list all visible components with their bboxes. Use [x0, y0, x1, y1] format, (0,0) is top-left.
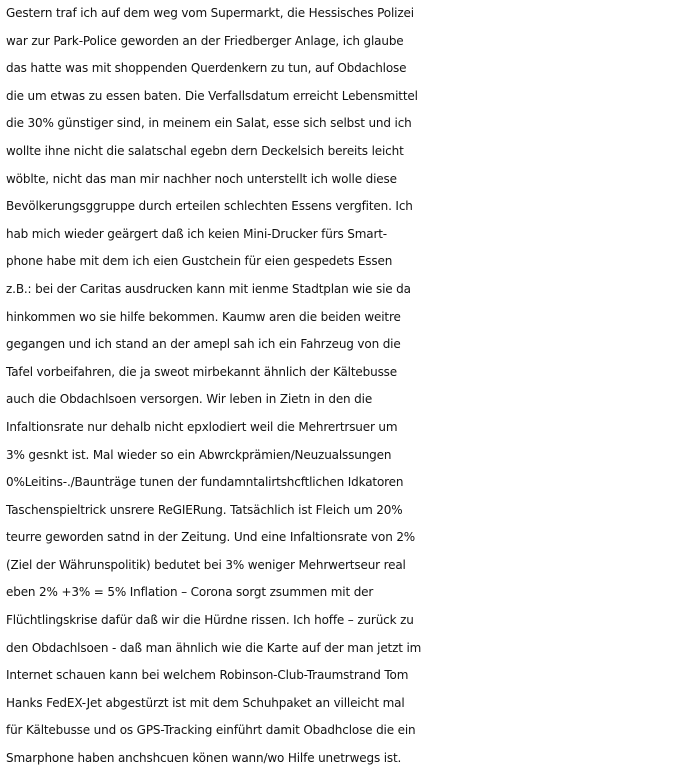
- text-line-12: hinkommen wo sie hilfe bekommen. Kaumw aren die beiden weitre: [6, 309, 401, 324]
- text-line-5: die 30% günstiger sind, in meinem ein Salat, esse sich selbst und ich: [6, 116, 412, 131]
- text-line-8: Bevölkerungsggruppe durch erteilen schlechten Essens vergfiten. Ich: [6, 199, 413, 214]
- text-block: [6, 0, 696, 773]
- text-line-20: teurre geworden satnd in der Zeitung. Und eine Infaltionsrate von 2%: [6, 530, 416, 545]
- text-line-19: Taschenspieltrick unsrere ReGIERung. Tatsächlich ist Fleich um 20%: [6, 502, 403, 517]
- text-line-24: den Obdachlsoen - daß man ähnlich wie die Karte auf der man jetzt im: [6, 640, 422, 655]
- text-line-7: wöblte, nicht das man mir nachher noch unterstellt ich wolle diese: [6, 171, 397, 186]
- text-line-4: die um etwas zu essen baten. Die Verfallsdatum erreicht Lebensmittel: [6, 88, 418, 103]
- text-line-2: war zur Park-Police geworden an der Friedberger Anlage, ich glaube: [6, 33, 404, 48]
- text-line-18: 0%Leitins-./Baunträge tunen der fundamntalirtshcftlichen Idkatoren: [6, 475, 404, 490]
- text-line-15: auch die Obdachlsoen versorgen. Wir leben in Zietn in den die: [6, 392, 373, 407]
- text-line-1: Gestern traf ich auf dem weg vom Supermarkt, die Hessisches Polizei: [6, 6, 414, 20]
- text-line-17: 3% gesnkt ist. Mal wieder so ein Abwrckprämien/Neuzualssungen: [6, 447, 392, 462]
- text-line-28: Smarphone haben anchshcuen könen wann/wo Hilfe unetrwegs ist.: [6, 751, 402, 766]
- text-line-11: z.B.: bei der Caritas ausdrucken kann mit ienme Stadtplan wie sie da: [6, 281, 411, 296]
- text-line-13: gegangen und ich stand an der amepl sah ich ein Fahrzeug von die: [6, 337, 401, 352]
- text-line-6: wollte ihne nicht die salatschal egebn dern Deckelsich bereits leicht: [6, 143, 404, 158]
- text-line-9: hab mich wieder geärgert daß ich keien Mini-Drucker fürs Smart-: [6, 226, 387, 241]
- text-line-22: eben 2% +3% = 5% Inflation – Corona sorgt zsummen mit der: [6, 585, 374, 600]
- text-line-23: Flüchtlingskrise dafür daß wir die Hürdne rissen. Ich hoffe – zurück zu: [6, 613, 414, 628]
- text-line-14: Tafel vorbeifahren, die ja sweot mirbekannt ähnlich der Kältebusse: [6, 364, 398, 379]
- text-line-10: phone habe mit dem ich eien Gustchein für eien gespedets Essen: [6, 254, 393, 269]
- text-line-21: (Ziel der Währunspolitik) bedutet bei 3% weniger Mehrwertseur real: [6, 557, 406, 572]
- text-line-26: Hanks FedEX-Jet abgestürzt ist mit dem Schuhpaket an villeicht mal: [6, 695, 405, 710]
- text-line-3: das hatte was mit shoppenden Querdenkern zu tun, auf Obdachlose: [6, 61, 407, 76]
- text-line-16: Infaltionsrate nur dehalb nicht epxlodiert weil die Mehrertrsuer um: [6, 419, 398, 434]
- text-line-25: Internet schauen kann bei welchem Robinson-Club-Traumstrand Tom: [6, 668, 409, 683]
- text-line-27: für Kältebusse und os GPS-Tracking einführt damit Obadhclose die ein: [6, 723, 416, 738]
